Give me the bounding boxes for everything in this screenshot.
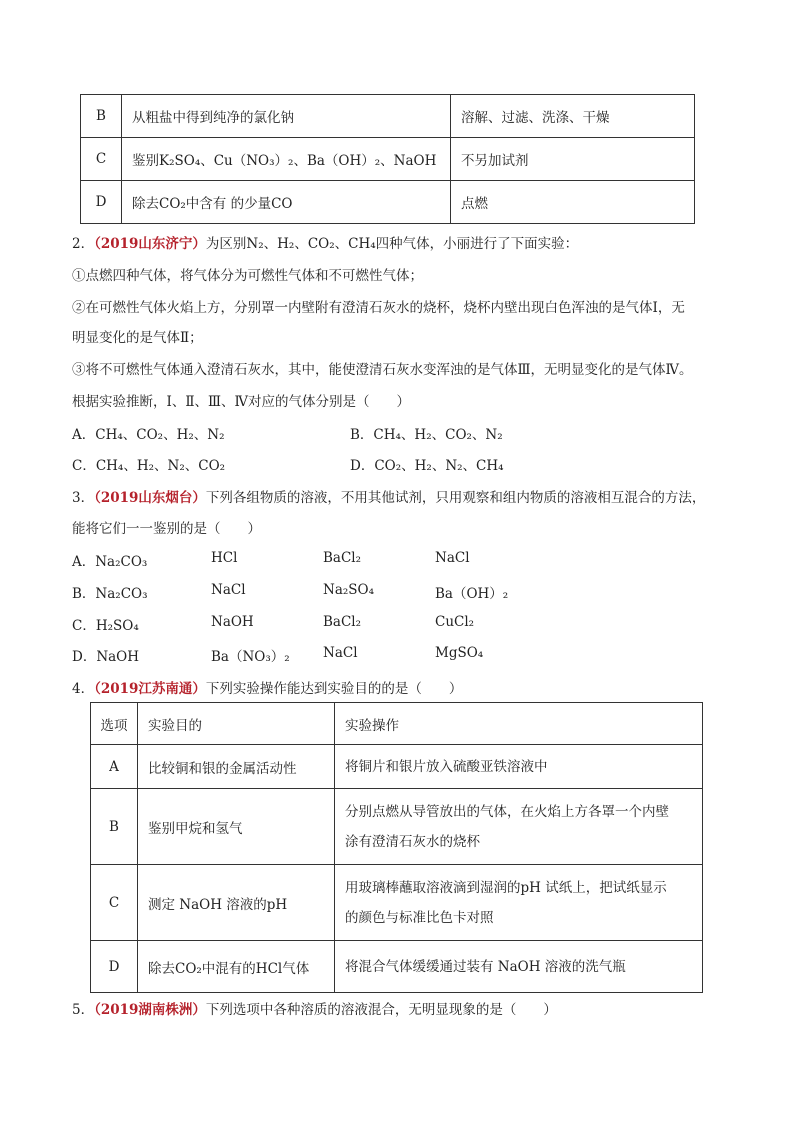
q3-option-c-c1: NaOH (211, 614, 254, 630)
option-label: B (81, 95, 122, 138)
table-row (81, 138, 695, 181)
q2-step1: ①点燃四种气体，将气体分为可燃性气体和不可燃性气体； (72, 268, 423, 284)
option-label: D (81, 181, 122, 224)
question-source: （2019湖南株洲） (94, 1002, 206, 1018)
operation-line: 涂有澄清石灰水的烧杯 (345, 833, 480, 850)
option-target: 除去CO₂中含有 的少量CO (122, 181, 451, 224)
question-number: 3． (72, 490, 95, 506)
row-label: B (91, 789, 138, 865)
q3-option-c-c3: CuCl₂ (435, 614, 475, 630)
q3-stem (72, 486, 705, 506)
question-source: （2019山东烟台） (94, 490, 206, 506)
q3-option-b-c3: Ba（OH）₂ (435, 586, 509, 602)
table-row (91, 745, 703, 789)
row-operation (335, 745, 703, 789)
q3-option-a-c3: NaCl (435, 550, 470, 566)
operation-line: 分别点燃从导管放出的气体，在火焰上方各罩一个内壁 (345, 803, 669, 820)
q3-option-b-label: B．Na₂CO₃ (72, 586, 148, 602)
q3-option-a-label: A．Na₂CO₃ (72, 554, 148, 570)
q2-step3: ③将不可燃性气体通入澄清石灰水，其中，能使澄清石灰水变浑浊的是气体Ⅲ，无明显变化的是气体Ⅳ。 (72, 362, 693, 378)
row-goal: 测定 NaOH 溶液的pH (138, 865, 335, 941)
table-row (91, 865, 703, 941)
q2-ask: 根据实验推断，Ⅰ、Ⅱ、Ⅲ、Ⅳ对应的气体分别是（ ） (72, 394, 411, 410)
q3-stem-line2: 能将它们一一鉴别的是（ ） (72, 521, 261, 537)
q3-option-c-c2: BaCl₂ (323, 614, 362, 630)
q3-option-d-label: D．NaOH (72, 649, 140, 665)
option-method: 点燃 (451, 181, 695, 224)
header-option: 选项 (91, 703, 138, 745)
q3-option-d-c1: Ba（NO₃）₂ (211, 649, 290, 665)
row-label: C (91, 865, 138, 941)
table-row (91, 789, 703, 865)
q4-stem (72, 677, 462, 697)
question-source: （2019江苏南通） (94, 681, 206, 697)
operation-line: 用玻璃棒蘸取溶液滴到湿润的pH 试纸上，把试纸显示 (345, 879, 667, 896)
q3-option-b-c2: Na₂SO₄ (323, 582, 375, 598)
table-header-row (91, 703, 703, 745)
q5-stem (72, 998, 557, 1018)
row-operation (335, 789, 703, 865)
header-operation: 实验操作 (335, 703, 703, 745)
q4-table (90, 702, 703, 993)
operation-line: 将混合气体缓缓通过装有 NaOH 溶液的洗气瓶 (345, 958, 626, 975)
q1-options-table (80, 94, 695, 224)
q3-option-b-c1: NaCl (211, 582, 246, 598)
row-goal: 除去CO₂中混有的HCl气体 (138, 941, 335, 993)
q2-stem (72, 232, 578, 252)
option-method: 不另加试剂 (451, 138, 695, 181)
header-goal: 实验目的 (138, 703, 335, 745)
table-row (81, 181, 695, 224)
operation-line: 的颜色与标准比色卡对照 (345, 909, 494, 926)
row-goal: 比较铜和银的金属活动性 (138, 745, 335, 789)
row-operation (335, 865, 703, 941)
q3-option-d-c2: NaCl (323, 645, 358, 661)
q2-option-c: C．CH₄、H₂、N₂、CO₂ (72, 458, 226, 474)
q2-step2-line2: 明显变化的是气体Ⅱ； (72, 330, 203, 346)
q3-option-c-label: C．H₂SO₄ (72, 618, 139, 634)
q2-option-d: D．CO₂、H₂、N₂、CH₄ (350, 458, 504, 474)
row-operation (335, 941, 703, 993)
q2-option-b: B．CH₄、H₂、CO₂、N₂ (350, 427, 503, 443)
row-label: D (91, 941, 138, 993)
q3-option-d-c3: MgSO₄ (435, 645, 484, 661)
question-number: 2． (72, 236, 95, 252)
question-text: 下列选项中各种溶质的溶液混合，无明显现象的是（ ） (205, 1002, 557, 1018)
question-number: 4． (72, 681, 95, 697)
option-target: 鉴别K₂SO₄、Cu（NO₃）₂、Ba（OH）₂、NaOH (122, 138, 451, 181)
table-row (81, 95, 695, 138)
option-method: 溶解、过滤、洗涤、干燥 (451, 95, 695, 138)
question-text: 下列实验操作能达到实验目的的是（ ） (205, 681, 463, 697)
question-source: （2019山东济宁） (94, 236, 206, 252)
row-label: A (91, 745, 138, 789)
question-text: 为区别N₂、H₂、CO₂、CH₄四种气体，小丽进行了下面实验： (205, 236, 579, 252)
question-text: 下列各组物质的溶液，不用其他试剂，只用观察和组内物质的溶液相互混合的方法， (205, 490, 706, 506)
row-goal: 鉴别甲烷和氢气 (138, 789, 335, 865)
q3-option-a-c2: BaCl₂ (323, 550, 362, 566)
q3-option-a-c1: HCl (211, 550, 238, 566)
option-label: C (81, 138, 122, 181)
option-target: 从粗盐中得到纯净的氯化钠 (122, 95, 451, 138)
table-row (91, 941, 703, 993)
operation-line: 将铜片和银片放入硫酸亚铁溶液中 (345, 758, 548, 775)
question-number: 5． (72, 1002, 95, 1018)
q2-option-a: A．CH₄、CO₂、H₂、N₂ (72, 427, 225, 443)
q2-step2-line1: ②在可燃性气体火焰上方，分别罩一内壁附有澄清石灰水的烧杯，烧杯内壁出现白色浑浊的是气体Ⅰ，无 (72, 300, 685, 316)
